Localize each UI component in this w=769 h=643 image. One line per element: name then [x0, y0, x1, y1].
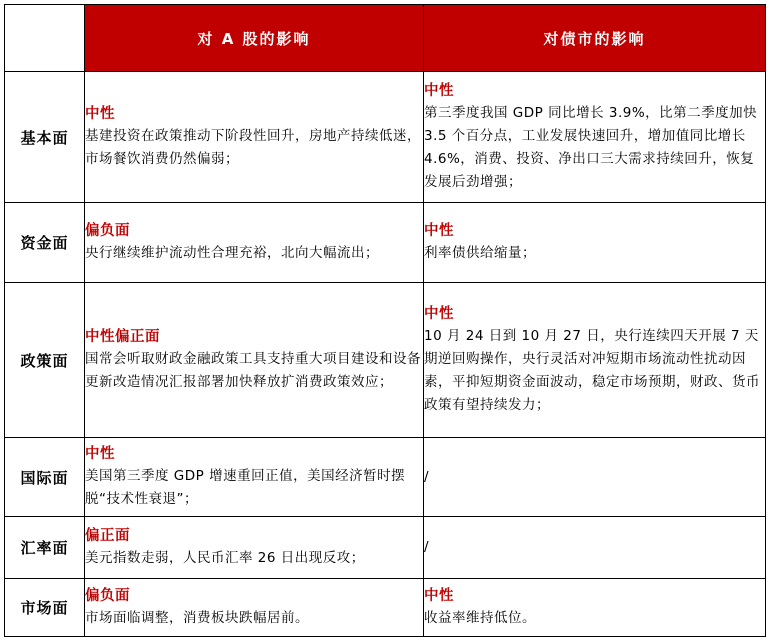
corner-cell — [5, 5, 85, 72]
no-data-mark: / — [424, 468, 430, 485]
rating-label: 中性 — [424, 306, 454, 322]
rating-label: 中性 — [424, 588, 454, 604]
description-text: 基建投资在政策推动下阶段性回升，房地产持续低迷，市场餐饮消费仍然偏弱； — [85, 128, 421, 167]
a-share-cell — [85, 283, 424, 438]
header-a-share: 对 A 股的影响 — [85, 5, 424, 72]
table-row — [5, 283, 766, 438]
a-share-cell — [85, 517, 424, 579]
rating-label: 中性 — [85, 446, 115, 462]
row-label-international: 国际面 — [5, 438, 85, 517]
bond-market-cell — [424, 203, 766, 283]
description-text: 美元指数走弱，人民币汇率 26 日出现反攻； — [85, 550, 365, 566]
table-row — [5, 438, 766, 517]
table-row — [5, 517, 766, 579]
description-text: 第三季度我国 GDP 同比增长 3.9%，比第二季度加快 3.5 个百分点，工业发展快速回升，增加值同比增长 4.6%，消费、投资、净出口三大需求持续回升，恢复发展后劲增强； — [424, 105, 758, 190]
rating-label: 中性 — [85, 106, 115, 122]
bond-market-cell — [424, 72, 766, 203]
rating-label: 偏负面 — [85, 588, 130, 604]
description-text: 国常会听取财政金融政策工具支持重大项目建设和设备更新改造情况汇报部署加快释放扩消费政策效应； — [85, 351, 421, 390]
header-bond-market: 对债市的影响 — [424, 5, 766, 72]
table-row — [5, 72, 766, 203]
rating-label: 中性 — [424, 223, 454, 239]
bond-market-cell — [424, 517, 766, 579]
a-share-cell — [85, 579, 424, 637]
rating-label: 中性偏正面 — [85, 329, 160, 345]
a-share-cell — [85, 438, 424, 517]
bond-market-cell — [424, 579, 766, 637]
table-row — [5, 203, 766, 283]
row-label-policy: 政策面 — [5, 283, 85, 438]
row-label-liquidity: 资金面 — [5, 203, 85, 283]
rating-label: 偏负面 — [85, 223, 130, 239]
description-text: 美国第三季度 GDP 增速重回正值，美国经济暂时摆脱“技术性衰退”； — [85, 468, 406, 507]
a-share-cell — [85, 203, 424, 283]
description-text: 央行继续维护流动性合理充裕，北向大幅流出； — [85, 245, 379, 261]
header-row — [5, 5, 766, 72]
no-data-mark: / — [424, 539, 430, 555]
impact-table — [4, 4, 766, 637]
table-row — [5, 579, 766, 637]
row-label-fundamentals: 基本面 — [5, 72, 85, 203]
bond-market-cell — [424, 283, 766, 438]
description-text: 10 月 24 日到 10 月 27 日，央行连续四天开展 7 天期逆回购操作，央行灵活对冲短期市场流动性扰动因素，平抑短期资金面波动，稳定市场预期，财政、货币政策有望持续发力； — [424, 328, 760, 413]
description-text: 利率债供给缩量； — [424, 245, 536, 261]
rating-label: 偏正面 — [85, 528, 130, 544]
rating-label: 中性 — [424, 83, 454, 99]
description-text: 市场面临调整，消费板块跌幅居前。 — [85, 610, 309, 626]
description-text: 收益率维持低位。 — [424, 610, 536, 626]
bond-market-cell — [424, 438, 766, 517]
row-label-exchange-rate: 汇率面 — [5, 517, 85, 579]
a-share-cell — [85, 72, 424, 203]
row-label-market: 市场面 — [5, 579, 85, 637]
